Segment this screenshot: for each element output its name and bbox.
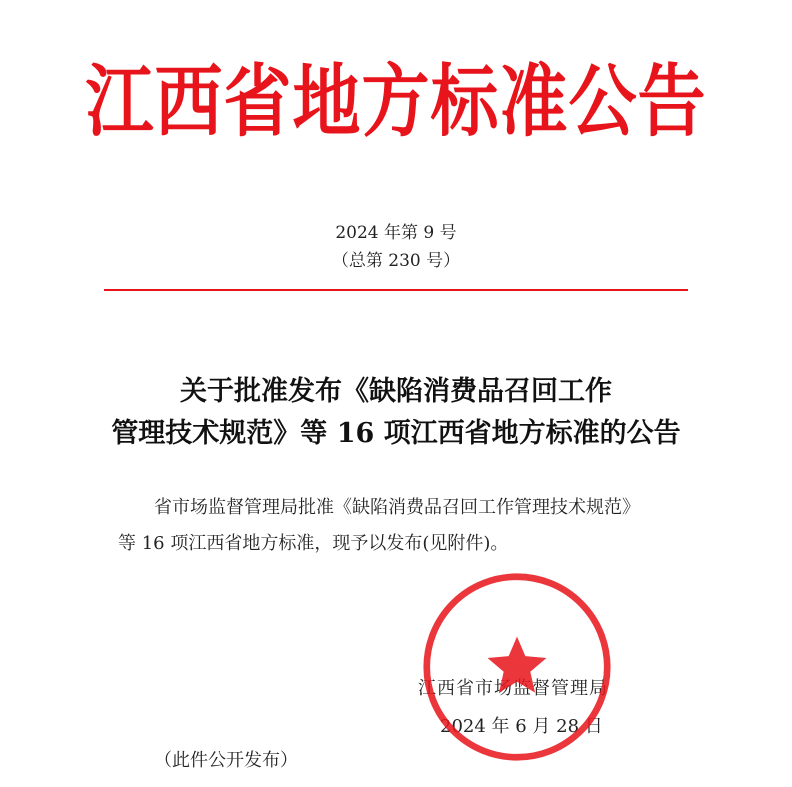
document-number: 2024 年第 9 号 xyxy=(335,223,457,243)
public-release-note: （此件公开发布） xyxy=(154,750,298,771)
red-divider-line xyxy=(104,289,688,291)
announcement-title-line-1: 关于批准发布《缺陷消费品召回工作 xyxy=(180,376,612,407)
body-line-1-text: 省市场监督管理局批准《缺陷消费品召回工作管理技术规范》 xyxy=(154,497,640,518)
body-line-2: 等 16 项江西省地方标准，现予以发布(见附件)。 xyxy=(118,533,509,554)
document-total-number: （总第 230 号） xyxy=(331,251,461,271)
body-paragraph xyxy=(118,490,698,562)
announcement-title-line-2: 管理技术规范》等 16 项江西省地方标准的公告 xyxy=(111,418,681,449)
body-line-1 xyxy=(118,490,698,526)
official-seal-icon xyxy=(422,572,612,762)
issue-date: 2024 年 6 月 28 日 xyxy=(440,716,603,737)
masthead-title: 江西省地方标准公告 xyxy=(85,56,707,149)
issuing-authority: 江西省市场监督管理局 xyxy=(418,678,608,699)
